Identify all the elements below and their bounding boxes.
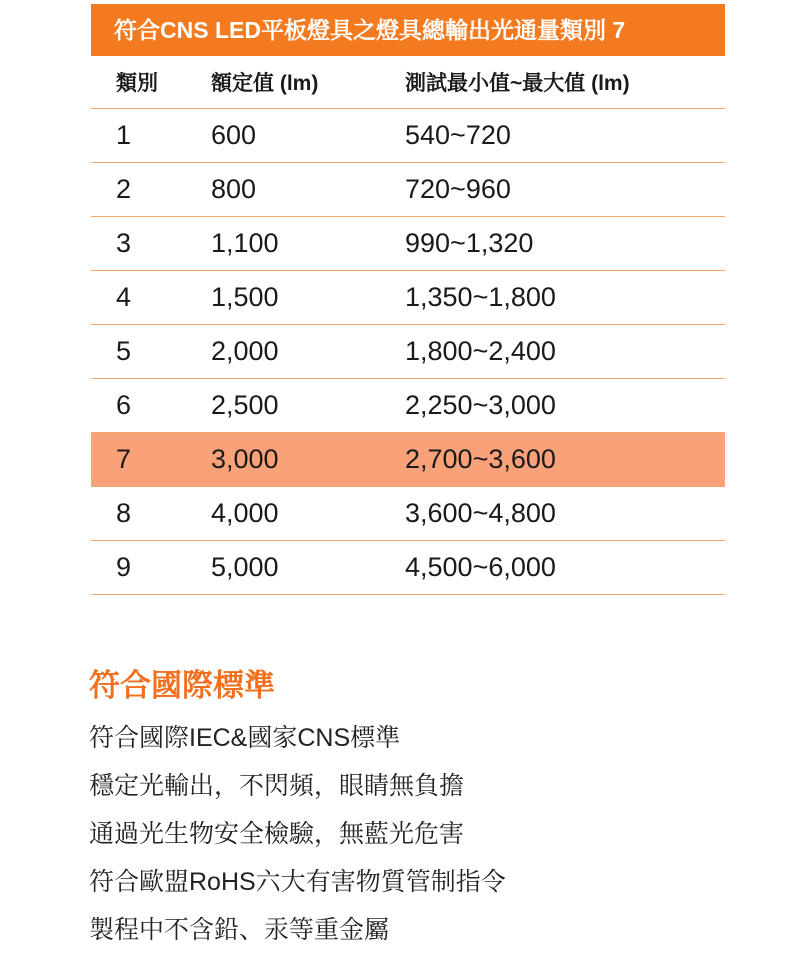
header-rated-value: 額定值 (lm) <box>211 56 405 109</box>
cell-test-range: 2,250~3,000 <box>405 379 725 433</box>
cell-category: 1 <box>91 109 211 163</box>
cell-category: 9 <box>91 541 211 595</box>
cell-rated-value: 3,000 <box>211 433 405 487</box>
standards-heading: 符合國際標準 <box>89 668 275 703</box>
list-item: 符合國際IEC&國家CNS標準 <box>89 724 401 752</box>
cell-test-range: 2,700~3,600 <box>405 433 725 487</box>
cell-rated-value: 1,500 <box>211 271 405 325</box>
cell-rated-value: 4,000 <box>211 487 405 541</box>
cell-rated-value: 800 <box>211 163 405 217</box>
table-row <box>91 271 725 325</box>
cell-test-range: 540~720 <box>405 109 725 163</box>
header-test-range: 測試最小值~最大值 (lm) <box>405 56 725 109</box>
cell-category: 2 <box>91 163 211 217</box>
table-row <box>91 109 725 163</box>
list-item: 通過光生物安全檢驗，無藍光危害 <box>89 820 465 848</box>
cell-rated-value: 600 <box>211 109 405 163</box>
table-title: 符合CNS LED平板燈具之燈具總輸出光通量類別 7 <box>91 4 725 56</box>
standards-section <box>89 660 779 954</box>
table-row <box>91 163 725 217</box>
cell-test-range: 4,500~6,000 <box>405 541 725 595</box>
luminous-flux-table-panel <box>91 4 725 595</box>
table-row <box>91 217 725 271</box>
cell-category: 8 <box>91 487 211 541</box>
cell-category: 3 <box>91 217 211 271</box>
cell-category: 4 <box>91 271 211 325</box>
cell-rated-value: 5,000 <box>211 541 405 595</box>
table-header-row <box>91 56 725 109</box>
table-row-highlighted <box>91 433 725 487</box>
cell-test-range: 720~960 <box>405 163 725 217</box>
cell-test-range: 3,600~4,800 <box>405 487 725 541</box>
cell-test-range: 1,350~1,800 <box>405 271 725 325</box>
list-item: 符合歐盟RoHS六大有害物質管制指令 <box>89 868 506 896</box>
cell-test-range: 1,800~2,400 <box>405 325 725 379</box>
list-item: 製程中不含鉛、汞等重金屬 <box>89 916 390 944</box>
table-row <box>91 487 725 541</box>
luminous-flux-table <box>91 56 725 595</box>
cell-rated-value: 2,500 <box>211 379 405 433</box>
cell-rated-value: 1,100 <box>211 217 405 271</box>
table-row <box>91 325 725 379</box>
standards-list <box>89 714 779 954</box>
list-item: 穩定光輸出，不閃頻，眼睛無負擔 <box>89 772 465 800</box>
header-category: 類別 <box>91 56 211 109</box>
cell-category: 7 <box>91 433 211 487</box>
table-row <box>91 541 725 595</box>
cell-category: 5 <box>91 325 211 379</box>
cell-test-range: 990~1,320 <box>405 217 725 271</box>
cell-category: 6 <box>91 379 211 433</box>
cell-rated-value: 2,000 <box>211 325 405 379</box>
table-body <box>91 109 725 595</box>
table-row <box>91 379 725 433</box>
